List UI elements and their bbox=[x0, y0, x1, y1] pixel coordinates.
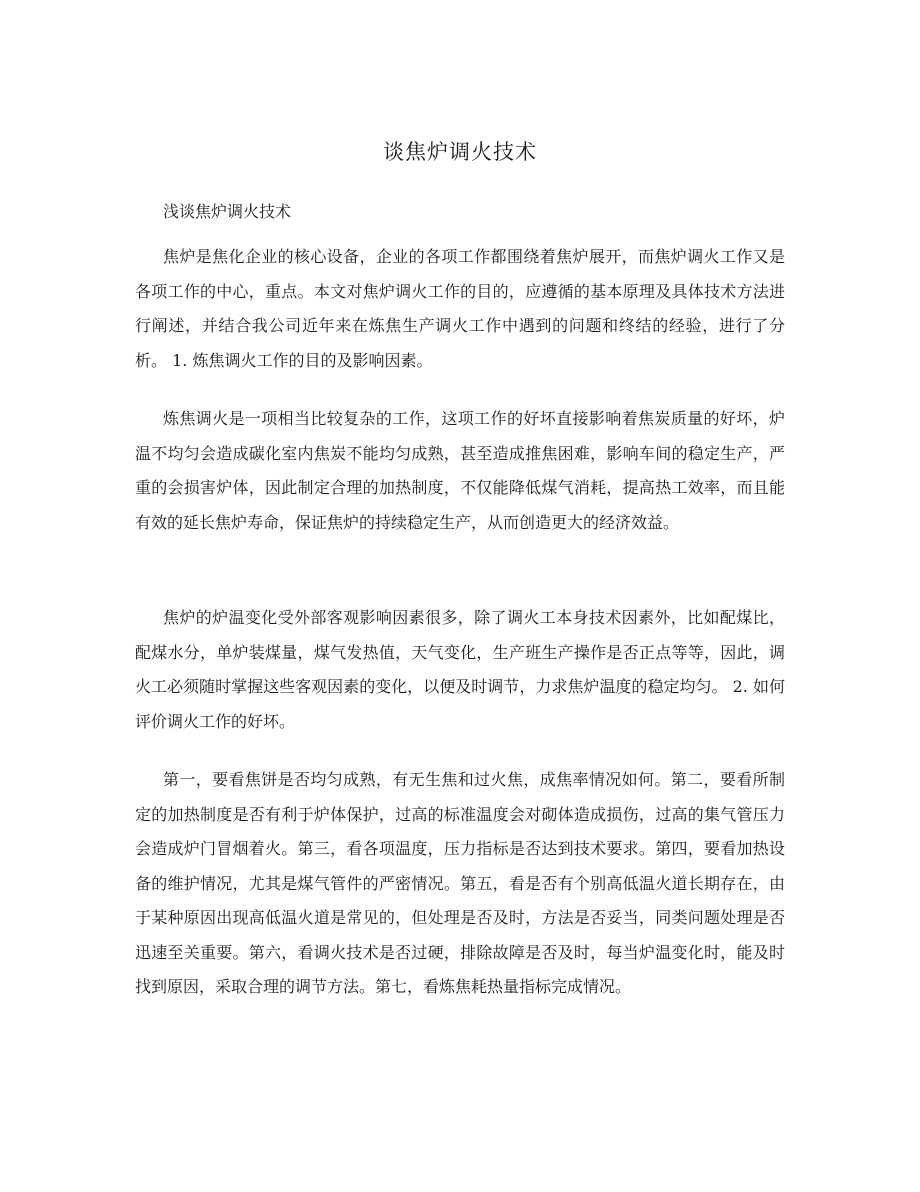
paragraph-2: 炼焦调火是一项相当比较复杂的工作，这项工作的好坏直接影响着焦炭质量的好坏，炉温不均匀会造成碳化室内焦炭不能均匀成熟，甚至造成推焦困难，影响车间的稳定生产，严重的会损害炉体，因此制定合理的加热制度，不仅能降低煤气消耗，提高热工效率，而且能有效的延长焦炉寿命，保证焦炉的持续稳定生产，从而创造更大的经济效益。 bbox=[135, 409, 785, 532]
paragraph-3: 焦炉的炉温变化受外部客观影响因素很多，除了调火工本身技术因素外，比如配煤比，配煤水分，单炉装煤量，煤气发热值，天气变化，生产班生产操作是否正点等等，因此，调火工必须随时掌握这些客观因素的变化，以便及时调节，力求焦炉温度的稳定均匀。 2. 如何评价调火工作的好坏。 bbox=[135, 608, 785, 731]
paragraph-4: 第一，要看焦饼是否均匀成熟，有无生焦和过火焦，成焦率情况如何。第二，要看所制定的加热制度是否有利于炉体保护，过高的标准温度会对砌体造成损伤，过高的集气管压力会造成炉门冒烟着火。第三，看各项温度，压力指标是否达到技术要求。第四，要看加热设备的维护情况，尤其是煤气管件的严密情况。第五，看是否有个别高低温火道长期存在，由于某种原因出现高低温火道是常见的，但处理是否及时，方法是否妥当，同类问题处理是否迅速至关重要。第六，看调火技术是否过硬，排除故障是否及时，每当炉温变化时，能及时找到原因，采取合理的调节方法。第七，看炼焦耗热量指标完成情况。 bbox=[135, 770, 785, 996]
page-title: 谈焦炉调火技术 bbox=[383, 140, 537, 164]
subtitle: 浅谈焦炉调火技术 bbox=[163, 202, 292, 221]
paragraph-1: 焦炉是焦化企业的核心设备，企业的各项工作都围绕着焦炉展开，而焦炉调火工作又是各项工作的中心，重点。本文对焦炉调火工作的目的，应遵循的基本原理及具体技术方法进行阐述，并结合我公司近年来在炼焦生产调火工作中遇到的问题和终结的经验，进行了分析。 1. 炼焦调火工作的目的及影响因素。 bbox=[135, 247, 785, 370]
